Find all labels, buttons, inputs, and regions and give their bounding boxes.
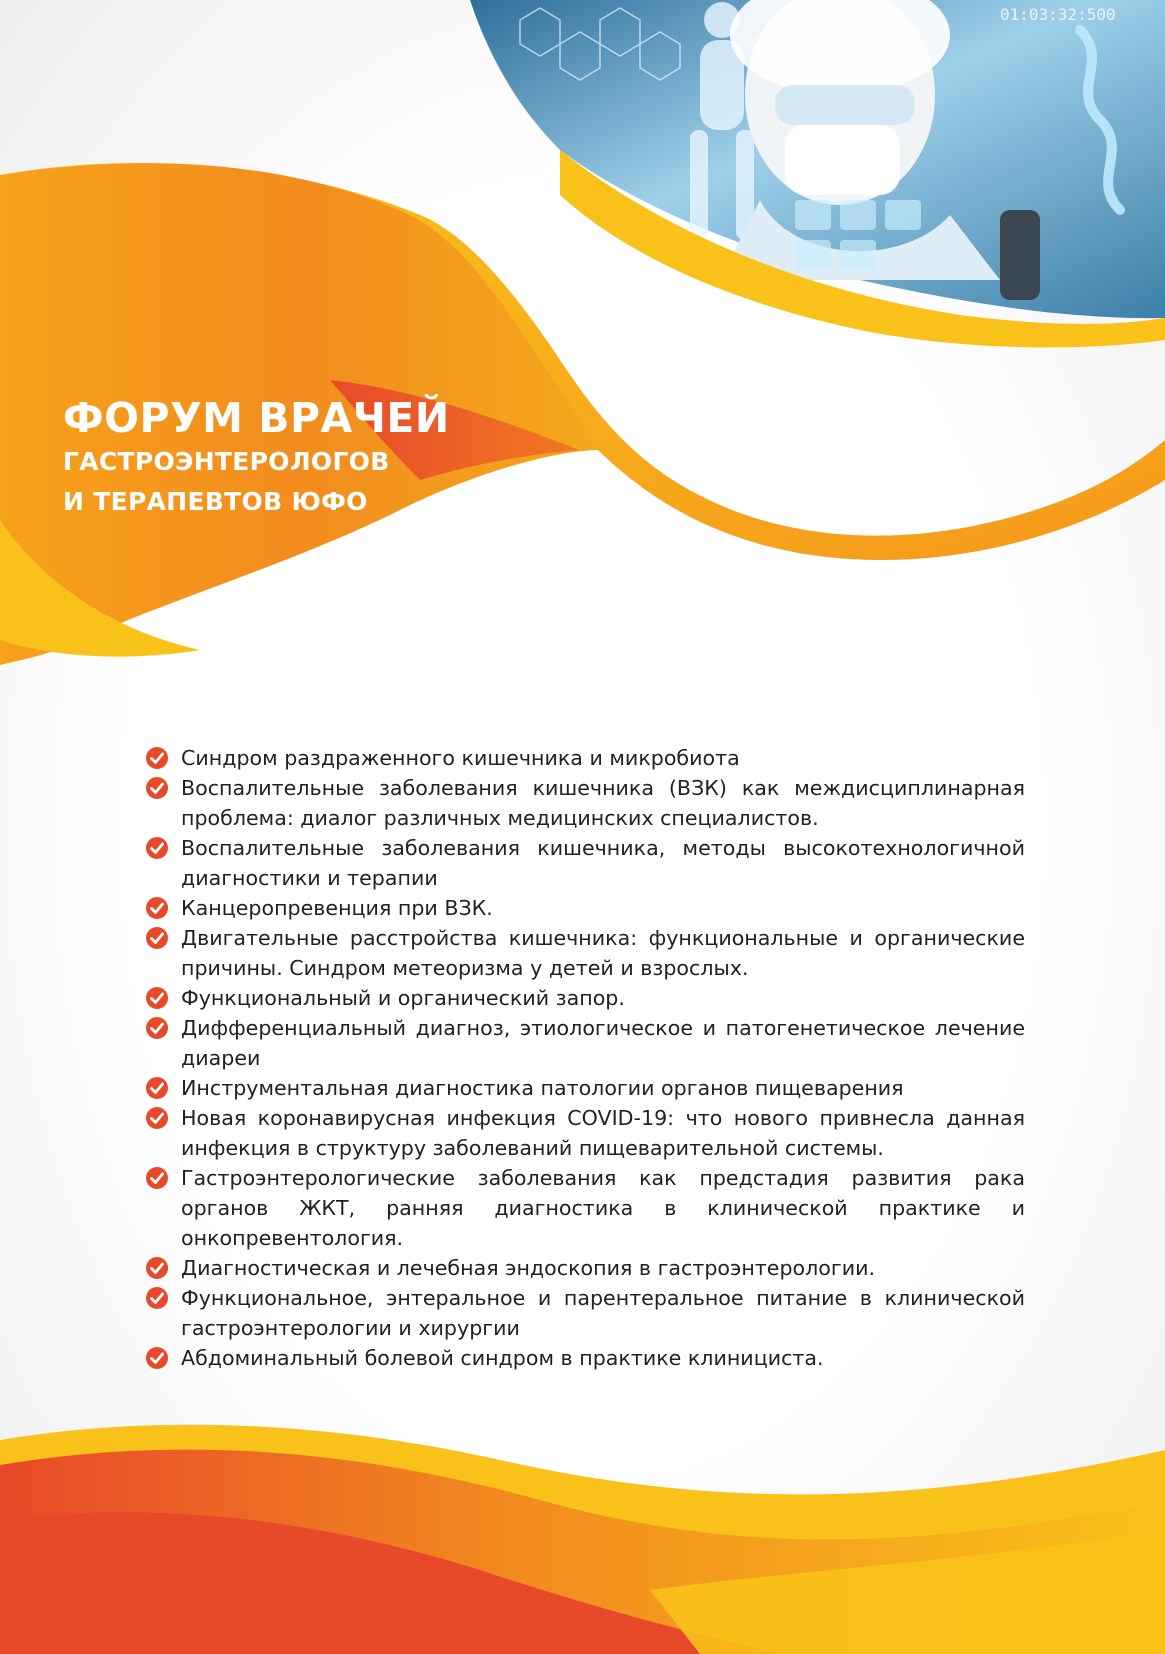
medical-photo: [470, 0, 1165, 318]
check-circle-icon: [145, 1016, 169, 1040]
topic-text: Диагностическая и лечебная эндоскопия в гастроэнтерологии.: [181, 1256, 876, 1280]
topics-list: [145, 743, 1025, 1373]
list-item: [145, 1283, 1025, 1343]
check-circle-icon: [145, 746, 169, 770]
topic-text: Абдоминальный болевой синдром в практике клинициста.: [181, 1346, 824, 1370]
list-item: [145, 743, 1025, 773]
list-item: [145, 773, 1025, 833]
list-item: [145, 833, 1025, 893]
topic-text: Инструментальная диагностика патологии органов пищеварения: [181, 1076, 904, 1100]
list-item: [145, 1103, 1025, 1163]
title-line-1: ФОРУМ ВРАЧЕЙ: [63, 394, 450, 442]
check-circle-icon: [145, 1076, 169, 1100]
check-circle-icon: [145, 1106, 169, 1130]
check-circle-icon: [145, 1256, 169, 1280]
topic-text: Функциональный и органический запор.: [181, 986, 625, 1010]
topic-text: Воспалительные заболевания кишечника (ВЗК) как междисциплинарная проблема: диалог различных медицинских специалистов.: [181, 776, 1025, 830]
check-circle-icon: [145, 836, 169, 860]
list-item: [145, 923, 1025, 983]
list-item: [145, 983, 1025, 1013]
list-item: [145, 1013, 1025, 1073]
topic-text: Функциональное, энтеральное и парентеральное питание в клинической гастроэнтерологии и хирургии: [181, 1286, 1025, 1340]
check-circle-icon: [145, 776, 169, 800]
list-item: [145, 1253, 1025, 1283]
list-item: [145, 1073, 1025, 1103]
topic-text: Воспалительные заболевания кишечника, методы высокотехнологичной диагностики и терапии: [181, 836, 1025, 890]
check-circle-icon: [145, 986, 169, 1010]
list-item: [145, 1163, 1025, 1253]
topic-text: Канцеропревенция при ВЗК.: [181, 896, 493, 920]
title-line-3: И ТЕРАПЕВТОВ ЮФО: [63, 487, 368, 517]
check-circle-icon: [145, 1286, 169, 1310]
check-circle-icon: [145, 896, 169, 920]
topic-text: Дифференциальный диагноз, этиологическое и патогенетическое лечение диареи: [181, 1016, 1025, 1070]
topic-text: Двигательные расстройства кишечника: функциональные и органические причины. Синдром метеоризма у детей и взрослых.: [181, 926, 1025, 980]
screen-readout: 01:03:32:500: [1000, 5, 1116, 24]
list-item: [145, 1343, 1025, 1373]
topic-text: Новая коронавирусная инфекция COVID-19: что нового привнесла данная инфекция в структуру заболеваний пищеварительной системы.: [181, 1106, 1025, 1160]
check-circle-icon: [145, 1346, 169, 1370]
forum-title: [63, 395, 543, 522]
topic-text: Синдром раздраженного кишечника и микробиота: [181, 746, 740, 770]
check-circle-icon: [145, 926, 169, 950]
check-circle-icon: [145, 1166, 169, 1190]
list-item: [145, 893, 1025, 923]
topic-text: Гастроэнтерологические заболевания как предстадия развития рака органов ЖКТ, ранняя диагностика в клинической практике и онкопревентология.: [181, 1166, 1025, 1250]
title-line-2: ГАСТРОЭНТЕРОЛОГОВ: [63, 447, 390, 477]
